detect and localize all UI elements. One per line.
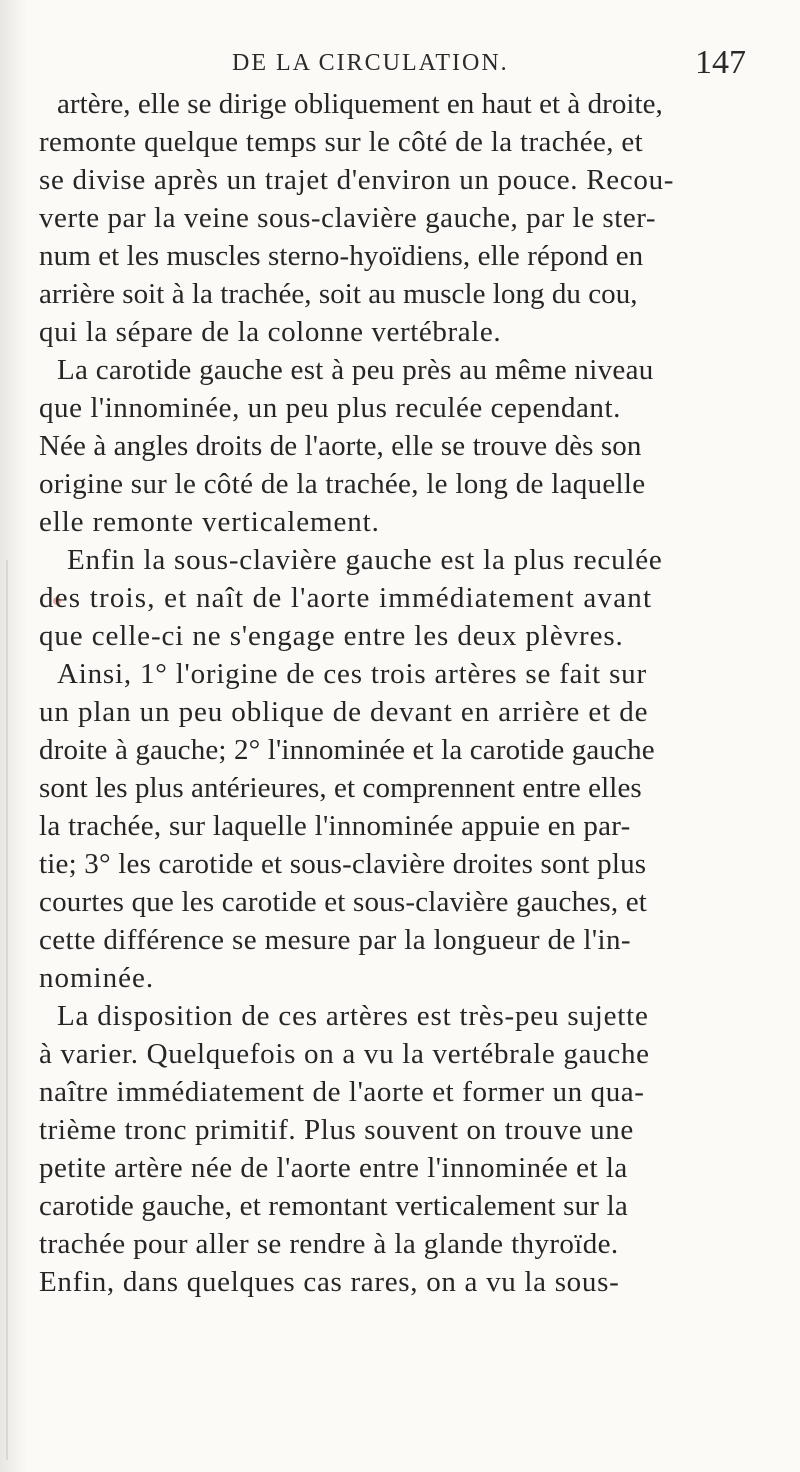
text-line-12: elle remonte verticalement. (39, 506, 380, 538)
text-line-6: arrière soit à la trachée, soit au muscle long du cou, (39, 278, 638, 310)
text-line-23: cette différence se mesure par la longueur de l'in- (39, 924, 631, 956)
text-line-10: Née à angles droits de l'aorte, elle se trouve dès son (39, 430, 642, 462)
text-line-21: tie; 3° les carotide et sous-clavière droites sont plus (39, 848, 647, 880)
text-line-17: un plan un peu oblique de devant en arrière et de (39, 696, 649, 728)
text-line-16: Ainsi, 1° l'origine de ces trois artères se fait sur (57, 658, 647, 690)
text-line-1: artère, elle se dirige obliquement en haut et à droite, (57, 88, 663, 120)
text-line-7: qui la sépare de la colonne vertébrale. (39, 316, 502, 348)
text-line-9: que l'innominée, un peu plus reculée cependant. (39, 392, 621, 424)
text-line-15: que celle-ci ne s'engage entre les deux plèvres. (39, 620, 624, 652)
text-line-26: à varier. Quelquefois on a vu la vertébrale gauche (39, 1038, 650, 1070)
text-line-4: verte par la veine sous-clavière gauche, par le ster- (39, 202, 657, 234)
text-line-3: se divise après un trajet d'environ un pouce. Recou- (39, 164, 675, 196)
page-gutter-shadow (0, 0, 28, 1472)
text-line-30: carotide gauche, et remontant verticalement sur la (39, 1190, 628, 1222)
text-line-31: trachée pour aller se rendre à la glande thyroïde. (39, 1228, 619, 1260)
text-line-18: droite à gauche; 2° l'innominée et la carotide gauche (39, 734, 655, 766)
text-line-19: sont les plus antérieures, et comprennent entre elles (39, 772, 642, 804)
text-line-2: remonte quelque temps sur le côté de la trachée, et (39, 126, 644, 158)
text-line-29: petite artère née de l'aorte entre l'innominée et la (39, 1152, 628, 1184)
page-edge-line (6, 560, 8, 1460)
text-line-22: courtes que les carotide et sous-clavière gauches, et (39, 886, 648, 918)
text-line-27: naître immédiatement de l'aorte et former un qua- (39, 1076, 645, 1108)
page-number: 147 (695, 44, 746, 81)
text-line-24: nominée. (39, 962, 155, 994)
text-line-20: la trachée, sur laquelle l'innominée appuie en par- (39, 810, 631, 842)
text-line-14: des trois, et naît de l'aorte immédiatement avant (39, 582, 653, 614)
running-head: DE LA CIRCULATION. (232, 50, 509, 76)
text-line-5: num et les muscles sterno-hyoïdiens, elle répond en (39, 240, 644, 272)
text-line-32: Enfin, dans quelques cas rares, on a vu la sous- (39, 1266, 620, 1298)
text-line-8: La carotide gauche est à peu près au même niveau (57, 354, 654, 386)
text-line-28: trième tronc primitif. Plus souvent on trouve une (39, 1114, 634, 1146)
text-line-11: origine sur le côté de la trachée, le long de laquelle (39, 468, 646, 500)
text-line-13: Enfin la sous-clavière gauche est la plus reculée (67, 544, 663, 576)
text-line-25: La disposition de ces artères est très-peu sujette (57, 1000, 649, 1032)
